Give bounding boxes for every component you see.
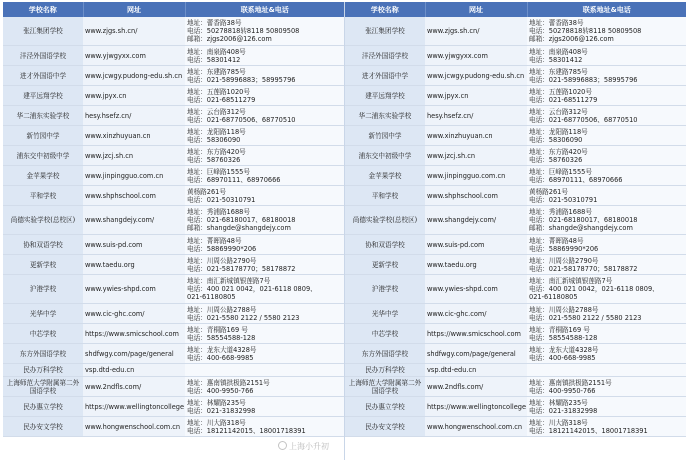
school-name: 洋泾外国语学校 [3, 46, 83, 66]
contact-line: 电话：58306090 [187, 135, 241, 144]
school-contact [527, 324, 686, 344]
school-url-link[interactable]: www.zjgs.sh.cn/ [425, 17, 527, 46]
contact-line: 地址：青桐路169 号 [529, 325, 590, 334]
contact-line: 电话：021-31832998 [529, 406, 598, 415]
school-name: 平和学校 [3, 186, 83, 206]
school-url-link[interactable]: www.jcwgy.pudong-edu.sh.cn [425, 66, 527, 86]
contact-line: 地址：蕾香路38号 [187, 19, 242, 27]
table-row [3, 344, 344, 364]
school-name: 建平远翔学校 [3, 86, 83, 106]
school-name: 华二浦东实验学校 [3, 106, 83, 126]
watermark-text: 上海小升初 [289, 442, 329, 451]
contact-line: 地址：南泉路408号 [187, 47, 246, 56]
contact-line: 地址：巨峰路1555号 [187, 167, 250, 176]
school-url-link[interactable]: www.jcwgy.pudong-edu.sh.cn [83, 66, 185, 86]
contact-line: 地址：东方路420号 [187, 147, 246, 156]
contact-line: 地址：蕾香路38号 [529, 19, 584, 27]
school-url-link[interactable]: www.yjwgyxx.com [425, 46, 527, 66]
school-name: 民办万科学校 [345, 364, 425, 377]
school-name: 金苹果学校 [3, 166, 83, 186]
contact-line: 电话：50278818转8118 50809508 [529, 27, 642, 35]
table-row [345, 275, 686, 304]
school-contact [185, 66, 344, 86]
school-url-link[interactable]: vsp.dtd-edu.cn [83, 364, 185, 377]
table-row [345, 304, 686, 324]
school-contact [185, 46, 344, 66]
table-row [345, 186, 686, 206]
school-name: 东方外国语学校 [3, 344, 83, 364]
school-url-link[interactable]: https://www.smicschool.com [83, 324, 185, 344]
contact-line: 地址：秀浦路1688号 [529, 208, 592, 216]
contact-line: 地址：云台路312号 [187, 107, 246, 116]
school-url-link[interactable]: www.jinpingguo.com.cn [425, 166, 527, 186]
table-row [3, 364, 344, 377]
contact-line: 地址：龙东大道4328号 [529, 345, 599, 354]
school-name: 中芯学校 [345, 324, 425, 344]
contact-line: 电话：400-668-9985 [529, 353, 596, 362]
school-url-link[interactable]: www.xinzhuyuan.cn [425, 126, 527, 146]
contact-line: 地址：川周公路2790号 [529, 256, 599, 265]
school-url-link[interactable]: www.ywies-shpd.com [83, 275, 185, 304]
contact-line: 电话：021-68180017、68180018 [187, 216, 296, 224]
school-url-link[interactable]: https://www.smicschool.com [425, 324, 527, 344]
school-contact [527, 106, 686, 126]
contact-line: 电话：021-5580 2122 / 5580 2123 [187, 313, 300, 322]
school-contact [527, 146, 686, 166]
school-url-link[interactable]: www.2ndfls.com/ [83, 377, 185, 397]
school-contact [185, 344, 344, 364]
school-contact [527, 126, 686, 146]
table-right [344, 2, 686, 460]
table-row [3, 86, 344, 106]
school-url-link[interactable]: https://www.wellingtoncollege [425, 397, 527, 417]
school-name: 民办惠立学校 [345, 397, 425, 417]
school-contact [527, 364, 686, 377]
contact-line: 电话：58869990*206 [529, 244, 599, 253]
table-row [3, 397, 344, 417]
school-url-link[interactable]: www.jpyx.cn [83, 86, 185, 106]
contact-line: 地址：南汇新城镇银莲路7号 [187, 277, 271, 285]
school-contact [185, 235, 344, 255]
school-contact [527, 377, 686, 397]
school-url-link[interactable]: shdfwgy.com/page/general [83, 344, 185, 364]
school-name: 新竹园中学 [345, 126, 425, 146]
school-name: 中芯学校 [3, 324, 83, 344]
school-url-link[interactable]: www.shangdejy.com/ [83, 206, 185, 235]
header-url: 网址 [425, 2, 527, 17]
school-contact [185, 364, 344, 377]
table-row [3, 106, 344, 126]
table-row [345, 17, 686, 46]
school-name: 进才外国语中学 [3, 66, 83, 86]
contact-line: 电话：021-68511279 [529, 95, 598, 104]
contact-line: 电话：021-31832998 [187, 406, 256, 415]
table-row [3, 377, 344, 397]
header-school: 学校名称 [3, 2, 83, 17]
school-url-link[interactable]: www.shphschool.com [83, 186, 185, 206]
header-contact: 联系地址&电话 [185, 2, 344, 17]
school-url-link[interactable]: shdfwgy.com/page/general [425, 344, 527, 364]
contact-line: 地址：东建路785号 [187, 67, 246, 76]
contact-line: 电话：021-68511279 [187, 95, 256, 104]
contact-line: 地址：南汇新城镇银莲路7号 [529, 277, 613, 285]
contact-line: 电话：021-58178770；58178872 [529, 264, 638, 273]
school-url-link[interactable]: hesy.hsefz.cn/ [425, 106, 527, 126]
contact-line: 地址：龙阳路118号 [529, 127, 588, 136]
school-name: 民办惠立学校 [3, 397, 83, 417]
contact-line: 地址：川大路318号 [529, 418, 588, 427]
school-url-link[interactable]: www.suis-pd.com [83, 235, 185, 255]
school-contact [185, 377, 344, 397]
school-name: 协和双语学校 [345, 235, 425, 255]
school-name: 浦东交中初级中学 [345, 146, 425, 166]
contact-line: 邮箱：zjgs2006@126.com [187, 35, 272, 43]
school-name: 张江集团学校 [345, 17, 425, 46]
table-row [3, 46, 344, 66]
contact-line: 邮箱：shangde@shangdejy.com [529, 224, 633, 232]
contact-line: 地址：五莲路1020号 [529, 87, 592, 96]
contact-line: 电话：68970111、68970666 [529, 175, 623, 184]
school-url-link[interactable]: www.zjgs.sh.cn/ [83, 17, 185, 46]
contact-line: 地址：东方路420号 [529, 147, 588, 156]
school-contact [185, 275, 344, 304]
school-url-link[interactable]: www.jinpingguo.com.cn [83, 166, 185, 186]
table-row [345, 146, 686, 166]
watermark-logo-icon [278, 441, 287, 450]
contact-line: 电话：18121142015、18001718391 [529, 426, 648, 435]
table-row [345, 126, 686, 146]
school-table-duplicate [345, 2, 686, 437]
school-contact [185, 324, 344, 344]
header-contact: 联系地址&电话 [527, 2, 686, 17]
school-table-container [3, 2, 685, 460]
contact-line: 地址：菁晖路48号 [187, 236, 242, 245]
table-row [345, 166, 686, 186]
contact-line: 021-61180805 [529, 293, 578, 301]
table-row [345, 364, 686, 377]
contact-line: 地址：川周公路2790号 [187, 256, 257, 265]
table-row [3, 417, 344, 437]
contact-line: 电话：58760326 [187, 155, 241, 164]
school-contact [527, 275, 686, 304]
contact-line: 电话：58301412 [529, 55, 583, 64]
table-header-row [3, 2, 344, 17]
school-url-link[interactable]: www.jzcj.sh.cn [83, 146, 185, 166]
school-url-link[interactable]: www.taedu.org [425, 255, 527, 275]
table-row [3, 66, 344, 86]
school-contact [527, 17, 686, 46]
contact-line: 电话：021-50310791 [187, 195, 256, 204]
school-name: 张江集团学校 [3, 17, 83, 46]
table-row [345, 66, 686, 86]
contact-line: 邮箱：shangde@shangdejy.com [187, 224, 291, 232]
school-contact [185, 126, 344, 146]
school-name: 沪港学校 [345, 275, 425, 304]
contact-line: 电话：400 021 0042，021-6118 0809、 [187, 285, 317, 293]
school-contact [185, 304, 344, 324]
contact-line: 021-61180805 [187, 293, 236, 301]
table-row [3, 166, 344, 186]
school-name: 新竹园中学 [3, 126, 83, 146]
contact-line: 地址：菁晖路48号 [529, 236, 584, 245]
contact-line: 电话：021-68180017、68180018 [529, 216, 638, 224]
contact-line: 电话：021-68770506、68770510 [529, 115, 638, 124]
school-url-link[interactable]: https://www.wellingtoncollege [83, 397, 185, 417]
contact-line: 电话：400-9950-766 [187, 386, 254, 395]
school-contact [527, 186, 686, 206]
contact-line: 电话：18121142015、18001718391 [187, 426, 306, 435]
school-contact [527, 206, 686, 235]
header-url: 网址 [83, 2, 185, 17]
school-name: 尚德实验学校(总校区) [345, 206, 425, 235]
school-name: 沪港学校 [3, 275, 83, 304]
table-row [345, 235, 686, 255]
school-url-link[interactable]: www.ywies-shpd.com [425, 275, 527, 304]
school-contact [185, 146, 344, 166]
contact-line: 地址：林耀路235号 [529, 398, 588, 407]
school-name: 协和双语学校 [3, 235, 83, 255]
school-url-link[interactable]: www.cic-ghc.com/ [425, 304, 527, 324]
contact-line: 地址：林耀路235号 [187, 398, 246, 407]
school-contact [185, 255, 344, 275]
table-row [3, 17, 344, 46]
school-name: 华二浦东实验学校 [345, 106, 425, 126]
school-contact [185, 86, 344, 106]
contact-line: 电话：58554588-128 [529, 333, 598, 342]
table-row [345, 86, 686, 106]
table-row [3, 235, 344, 255]
school-contact [527, 417, 686, 437]
contact-line: 电话：400-668-9985 [187, 353, 254, 362]
school-name: 东方外国语学校 [345, 344, 425, 364]
school-url-link[interactable]: vsp.dtd-edu.cn [425, 364, 527, 377]
school-name: 更新学校 [3, 255, 83, 275]
table-row [345, 206, 686, 235]
school-name: 建平远翔学校 [345, 86, 425, 106]
contact-line: 电话：400-9950-766 [529, 386, 596, 395]
school-name: 平和学校 [345, 186, 425, 206]
contact-line: 电话：58306090 [529, 135, 583, 144]
contact-line: 地址：南泉路408号 [529, 47, 588, 56]
contact-line: 地址：云台路312号 [529, 107, 588, 116]
school-url-link[interactable]: www.jzcj.sh.cn [425, 146, 527, 166]
school-contact [527, 86, 686, 106]
table-row [3, 146, 344, 166]
table-row [345, 255, 686, 275]
contact-line: 地址：惠南镇拱极路2151号 [187, 378, 270, 387]
contact-line: 电话：021-58996883；58995796 [187, 75, 296, 84]
school-contact [185, 166, 344, 186]
table-row [3, 255, 344, 275]
school-url-link[interactable]: www.hongwenschool.com.cn [425, 417, 527, 437]
school-url-link[interactable]: www.hongwenschool.com.cn [83, 417, 185, 437]
contact-line: 地址：龙东大道4328号 [187, 345, 257, 354]
school-name: 民办安文学校 [345, 417, 425, 437]
school-contact [185, 186, 344, 206]
school-contact [527, 66, 686, 86]
contact-line: 邮箱：zjgs2006@126.com [529, 35, 614, 43]
table-row [3, 126, 344, 146]
school-name: 进才外国语中学 [345, 66, 425, 86]
header-school: 学校名称 [345, 2, 425, 17]
school-url-link[interactable]: www.yjwgyxx.com [83, 46, 185, 66]
contact-line: 电话：021-58996883；58995796 [529, 75, 638, 84]
contact-line: 黄杨路261号 [529, 187, 568, 196]
contact-line: 电话：68970111、68970666 [187, 175, 281, 184]
school-name: 尚德实验学校(总校区) [3, 206, 83, 235]
school-name: 民办安文学校 [3, 417, 83, 437]
contact-line: 地址：秀浦路1688号 [187, 208, 250, 216]
contact-line: 电话：021-58178770；58178872 [187, 264, 296, 273]
contact-line: 地址：川周公路2788号 [529, 305, 599, 314]
contact-line: 地址：龙阳路118号 [187, 127, 246, 136]
school-name: 光华中学 [3, 304, 83, 324]
school-name: 浦东交中初级中学 [3, 146, 83, 166]
school-name: 上海师范大学附属第二外国语学校 [3, 377, 83, 397]
school-table [3, 2, 344, 437]
contact-line: 地址：五莲路1020号 [187, 87, 250, 96]
school-url-link[interactable]: hesy.hsefz.cn/ [83, 106, 185, 126]
school-contact [527, 304, 686, 324]
school-url-link[interactable]: www.jpyx.cn [425, 86, 527, 106]
table-header-row [345, 2, 686, 17]
school-name: 更新学校 [345, 255, 425, 275]
contact-line: 地址：巨峰路1555号 [529, 167, 592, 176]
table-row [345, 46, 686, 66]
school-url-link[interactable]: www.shphschool.com [425, 186, 527, 206]
school-url-link[interactable]: www.shangdejy.com/ [425, 206, 527, 235]
school-contact [527, 235, 686, 255]
contact-line: 电话：400 021 0042，021-6118 0809、 [529, 285, 659, 293]
school-contact [527, 344, 686, 364]
contact-line: 电话：021-68770506、68770510 [187, 115, 296, 124]
school-url-link[interactable]: www.suis-pd.com [425, 235, 527, 255]
school-name: 金苹果学校 [345, 166, 425, 186]
school-contact [527, 397, 686, 417]
table-row [345, 324, 686, 344]
school-url-link[interactable]: www.cic-ghc.com/ [83, 304, 185, 324]
contact-line: 电话：021-50310791 [529, 195, 598, 204]
table-row [3, 206, 344, 235]
table-row [3, 186, 344, 206]
contact-line: 地址：川周公路2788号 [187, 305, 257, 314]
contact-line: 电话：58869990*206 [187, 244, 257, 253]
school-contact [527, 255, 686, 275]
table-row [345, 417, 686, 437]
contact-line: 黄杨路261号 [187, 187, 226, 196]
school-name: 光华中学 [345, 304, 425, 324]
table-row [345, 377, 686, 397]
school-contact [185, 106, 344, 126]
school-name: 洋泾外国语学校 [345, 46, 425, 66]
contact-line: 电话：58760326 [529, 155, 583, 164]
contact-line: 电话：50278818转8118 50809508 [187, 27, 300, 35]
school-contact [185, 206, 344, 235]
school-contact [185, 417, 344, 437]
watermark [278, 441, 329, 452]
school-name: 上海师范大学附属第二外国语学校 [345, 377, 425, 397]
contact-line: 地址：青桐路169 号 [187, 325, 248, 334]
contact-line: 地址：东建路785号 [529, 67, 588, 76]
table-left [3, 2, 344, 460]
contact-line: 地址：惠南镇拱极路2151号 [529, 378, 612, 387]
school-contact [527, 46, 686, 66]
school-contact [185, 397, 344, 417]
table-row [345, 106, 686, 126]
table-row [345, 344, 686, 364]
school-url-link[interactable]: www.2ndfls.com/ [425, 377, 527, 397]
school-url-link[interactable]: www.taedu.org [83, 255, 185, 275]
table-row [3, 275, 344, 304]
school-name: 民办万科学校 [3, 364, 83, 377]
table-row [345, 397, 686, 417]
contact-line: 地址：川大路318号 [187, 418, 246, 427]
contact-line: 电话：021-5580 2122 / 5580 2123 [529, 313, 642, 322]
table-row [3, 324, 344, 344]
school-contact [185, 17, 344, 46]
contact-line: 电话：58301412 [187, 55, 241, 64]
contact-line: 电话：58554588-128 [187, 333, 256, 342]
school-contact [527, 166, 686, 186]
school-url-link[interactable]: www.xinzhuyuan.cn [83, 126, 185, 146]
table-row [3, 304, 344, 324]
